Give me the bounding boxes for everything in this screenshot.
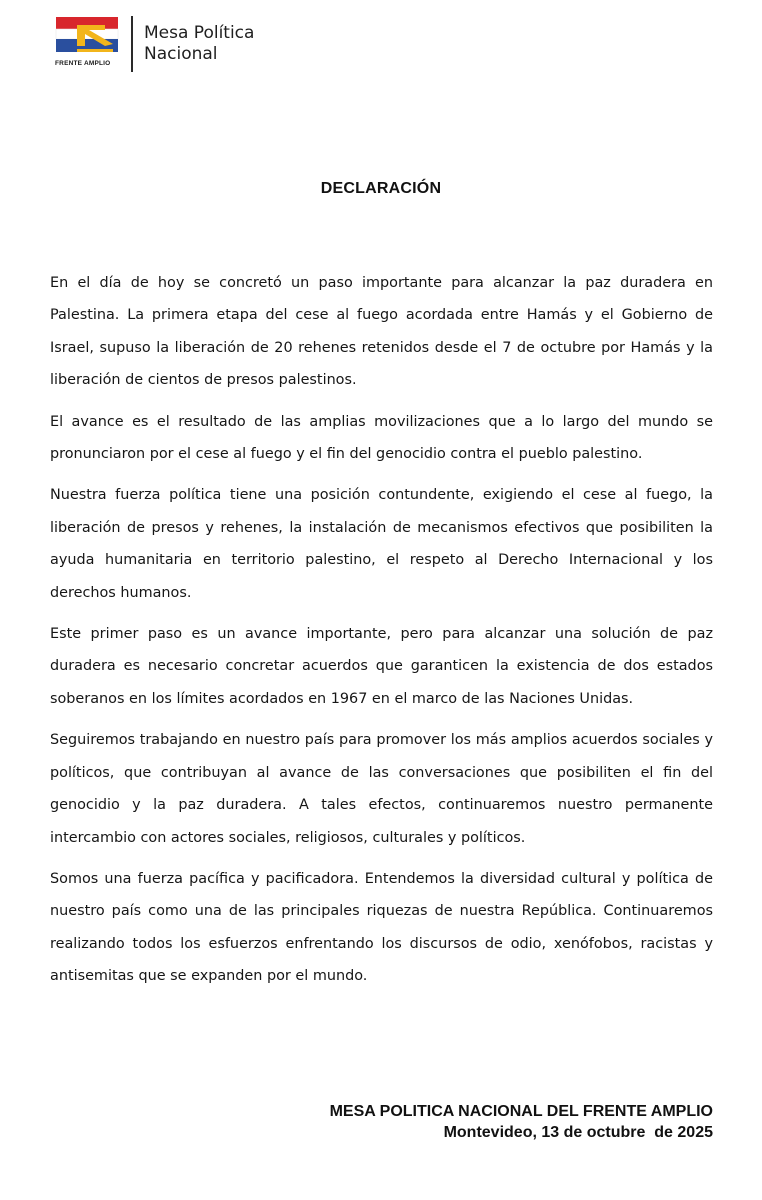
header-divider [131, 16, 133, 72]
logo-caption: FRENTE AMPLIO [55, 60, 111, 67]
flag-emblem-icon [55, 16, 123, 60]
org-name [144, 23, 284, 65]
header [55, 16, 284, 72]
paragraph-1: En el día de hoy se concretó un paso importante para alcanzar la paz duradera en Palestina. La primera etapa del cese al fuego acordada entre Hamás y el Gobierno de Israel, supuso la liberación de 20 rehenes retenidos desde el 7 de octubre por Hamás y la liberación de cientos de presos palestinos. [50, 275, 713, 389]
frente-amplio-logo [55, 16, 123, 72]
paragraph-5: Seguiremos trabajando en nuestro país para promover los más amplios acuerdos sociales y políticos, que contribuyan al avance de las conversaciones que posibiliten el fin del genocidio y la paz duradera. A tales efectos, continuaremos nuestro permanente intercambio con actores sociales, religiosos, culturales y políticos. [50, 732, 713, 846]
paragraph-4: Este primer paso es un avance importante, pero para alcanzar una solución de paz duradera es necesario concretar acuerdos que garanticen la existencia de dos estados soberanos en los límites acordados en 1967 en el marco de las Naciones Unidas. [50, 626, 713, 707]
org-name-line-2: Nacional [144, 44, 218, 64]
paragraph-2: El avance es el resultado de las amplias movilizaciones que a lo largo del mundo se pronunciaron por el cese al fuego y el fin del genocidio contra el pueblo palestino. [50, 413, 713, 463]
org-name-line-1: Mesa Política [144, 23, 255, 43]
document-title: DECLARACIÓN [320, 180, 442, 197]
signature-place-date: Montevideo, 13 de octubre de 2025 [443, 1124, 713, 1141]
signature-org: MESA POLITICA NACIONAL DEL FRENTE AMPLIO [329, 1103, 713, 1120]
paragraph-3: Nuestra fuerza política tiene una posición contundente, exigiendo el cese al fuego, la liberación de presos y rehenes, la instalación de mecanismos efectivos que posibiliten la ayuda humanitaria en territorio palestino, el respeto al Derecho Internacional y los derechos humanos. [50, 487, 713, 601]
document-body [50, 267, 713, 1002]
paragraph-6: Somos una fuerza pacífica y pacificadora. Entendemos la diversidad cultural y política de nuestro país como una de las principales riquezas de nuestra República. Continuaremos realizando todos los esfuerzos enfrentando los discursos de odio, xenófobos, racistas y antisemitas que se expanden por el mundo. [50, 870, 713, 985]
signature-block [330, 1101, 713, 1143]
